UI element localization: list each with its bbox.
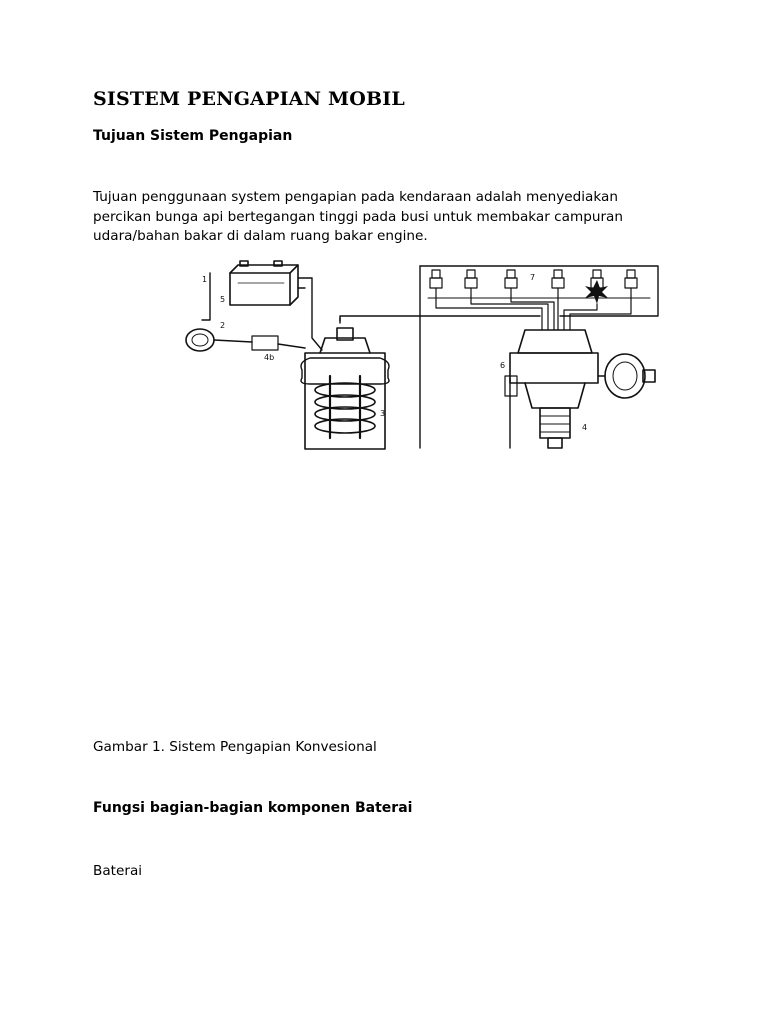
callout-4b: 4b <box>264 353 275 362</box>
distributor-drawing <box>505 330 655 448</box>
battery-drawing <box>230 261 298 305</box>
callout-2: 2 <box>220 321 226 330</box>
ignition-system-diagram <box>180 258 660 458</box>
figure-caption: Gambar 1. Sistem Pengapian Konvesional <box>93 739 377 755</box>
callout-6: 6 <box>500 361 506 370</box>
paragraph-line: udara/bahan bakar di dalam ruang bakar engine. <box>93 228 428 244</box>
ignition-switch-drawing <box>186 329 305 351</box>
paragraph-line: Tujuan penggunaan system pengapian pada kendaraan adalah menyediakan <box>93 189 618 205</box>
primary-wiring <box>202 266 540 448</box>
ignition-coil-drawing <box>301 328 389 449</box>
callout-3: 3 <box>380 409 386 418</box>
callout-1: 1 <box>202 275 208 284</box>
baterai-text: Baterai <box>93 863 143 879</box>
page-title: SISTEM PENGAPIAN MOBIL <box>93 88 405 110</box>
intro-paragraph <box>93 188 693 247</box>
paragraph-line: percikan bunga api bertegangan tinggi pada busi untuk membakar campuran <box>93 208 623 225</box>
callout-7: 7 <box>530 273 536 282</box>
section-heading-tujuan: Tujuan Sistem Pengapian <box>93 128 293 144</box>
section-heading-fungsi: Fungsi bagian-bagian komponen Baterai <box>93 800 413 816</box>
spark-plug-row <box>420 266 658 330</box>
callout-4: 4 <box>582 423 588 432</box>
callout-5: 5 <box>220 295 226 304</box>
